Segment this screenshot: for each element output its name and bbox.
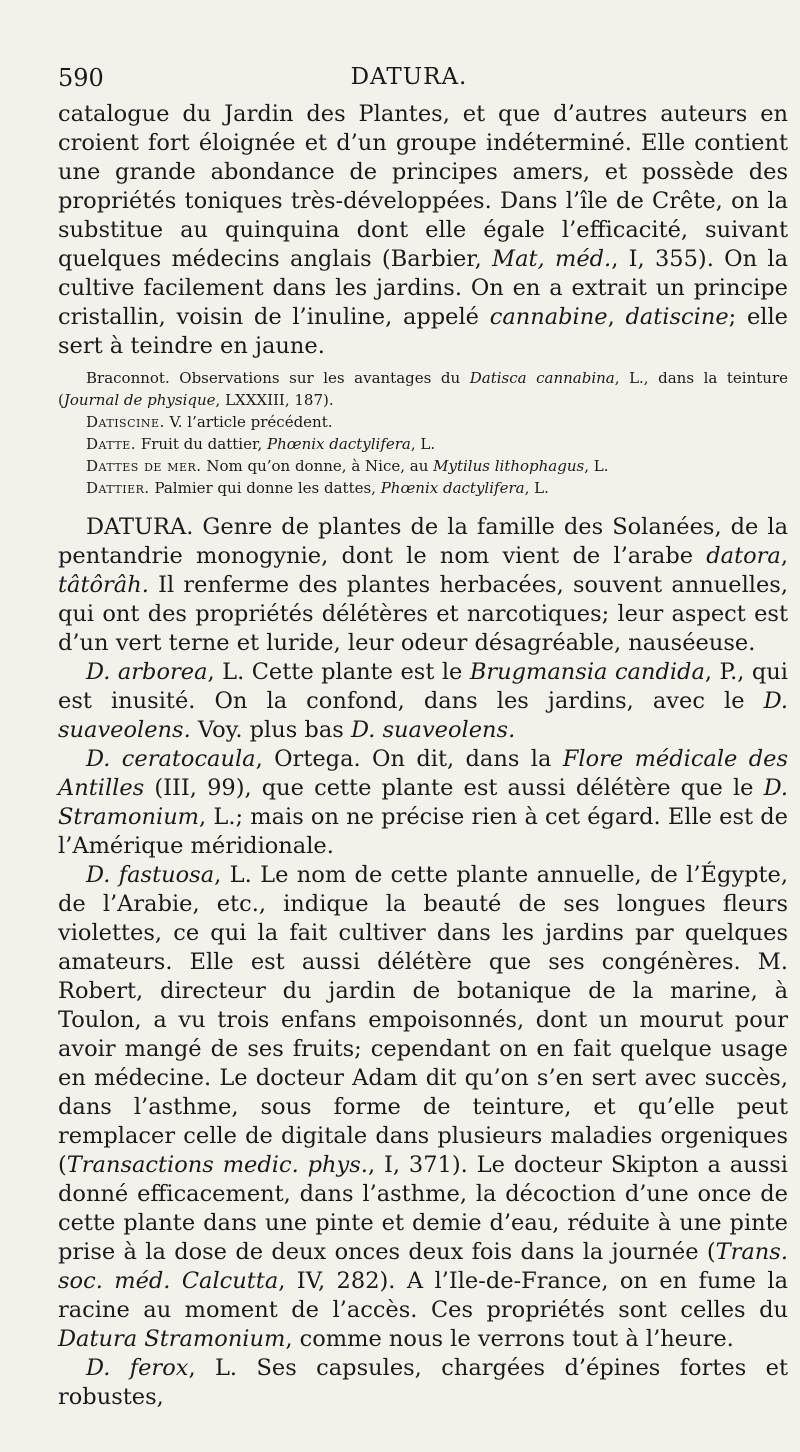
species-ferox: D. ferox, L. Ses capsules, chargées d’épines fortes et robustes, [58,1355,788,1410]
body-text [58,100,788,1412]
entry-dattier: Dattier. Palmier qui donne les dattes, Phœnix dactylifera, L. [86,479,549,497]
entry-datiscine: Datiscine. V. l’article précédent. [86,413,333,431]
page-header [58,64,760,98]
species-arborea: D. arborea, L. Cette plante est le Brugmansia candida, P., qui est inusité. On la confond, dans les jardins, avec le D. suaveolens. Voy. plus bas D. suaveolens. [58,659,788,743]
entry-dattes-de-mer: Dattes de mer. Nom qu’on donne, à Nice, au Mytilus lithophagus, L. [86,457,609,475]
species-fastuosa: D. fastuosa, L. Le nom de cette plante annuelle, de l’Égypte, de l’Arabie, etc., indique la beauté de ses longues fleurs violettes, ce qui la fait cultiver dans les jardins par quelques amateurs. Elle est aussi délétère que ses congénères. M. Robert, directeur du jardin de botanique de la marine, à Toulon, a vu trois enfans empoisonnés, dont un mourut pour avoir mangé de ses fruits; cependant on en fait quelque usage en médecine. Le docteur Adam dit qu’on s’en sert avec succès, dans l’asthme, sous forme de teinture, et qu’elle peut remplacer celle de digitale dans plusieurs maladies orgeniques (Transactions medic. phys., I, 371). Le docteur Skipton a aussi donné efficacement, dans l’asthme, la décoction d’une once de cette plante dans une pinte et demie d’eau, réduite à une pinte prise à la dose de deux onces deux fois dans la journée (Trans. soc. méd. Calcutta, IV, 282). A l’Ile-de-France, on en fume la racine au moment de l’accès. Ces propriétés sont celles du Datura Stramonium, comme nous le verrons tout à l’heure. [58,862,788,1352]
intro-paragraph: catalogue du Jardin des Plantes, et que d’autres auteurs en croient fort éloignée et d’un groupe indéterminé. Elle contient une grande abondance de principes amers, et possède des propriétés toniques très-développées. Dans l’île de Crête, on la substitue au quinquina dont elle égale l’efficacité, suivant quelques médecins anglais (Barbier, Mat, méd., I, 355). On la cultive facilement dans les jardins. On en a extrait un principe cristallin, voisin de l’inuline, appelé cannabine, datiscine; elle sert à teindre en jaune. [58,101,788,359]
entry-datte: Datte. Fruit du dattier, Phœnix dactylifera, L. [86,435,436,453]
running-title: DATURA. [350,64,468,90]
datura-article: DATURA. Genre de plantes de la famille des Solanées, de la pentandrie monogynie, dont le nom vient de l’arabe datora, tâtôrâh. Il renferme des plantes herbacées, souvent annuelles, qui ont des propriétés délétères et narcotiques; leur aspect est d’un vert terne et luride, leur odeur désagréable, nauséeuse. [58,514,788,656]
page-number: 590 [58,64,104,92]
note-braconnot: Braconnot. Observations sur les avantages du Datisca cannabina, L., dans la teinture (Journal de physique, LXXXIII, 187). [58,369,788,409]
species-ceratocaula: D. ceratocaula, Ortega. On dit, dans la Flore médicale des Antilles (III, 99), que cette plante est aussi délétère que le D. Stramonium, L.; mais on ne précise rien à cet égard. Elle est de l’Amérique méridionale. [58,746,788,859]
datura-heading: DATURA. [86,514,194,540]
